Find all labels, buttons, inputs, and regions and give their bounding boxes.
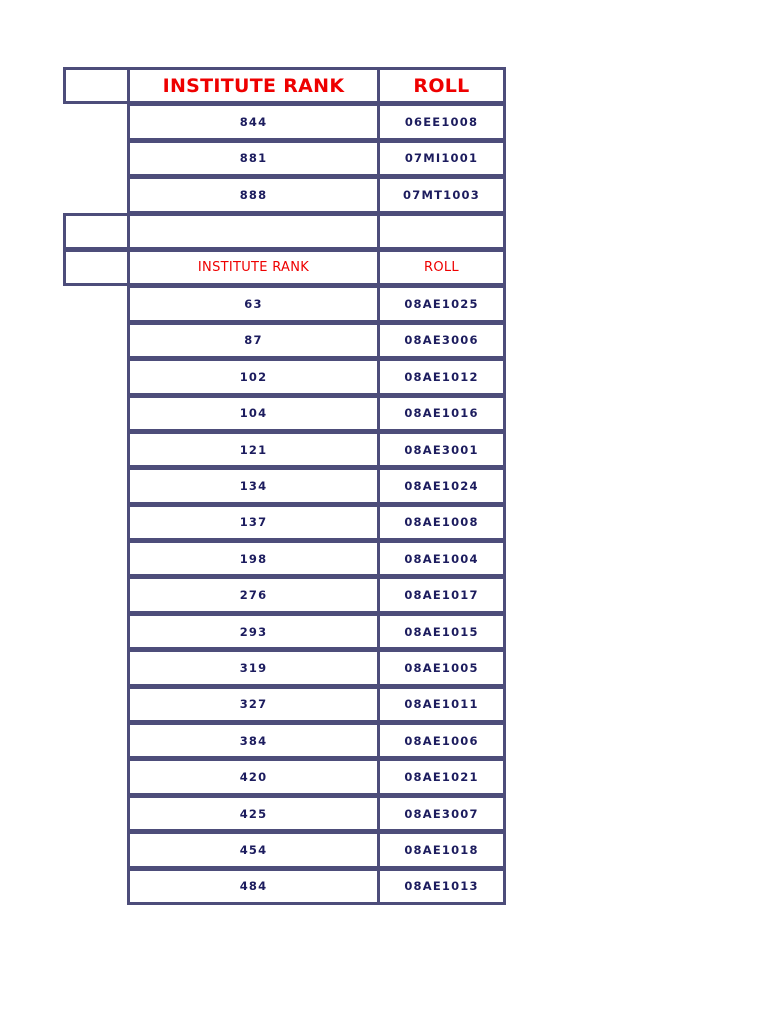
- rank-cell: [127, 831, 380, 868]
- roll-value: 08AE1011: [404, 697, 479, 712]
- roll-label: ROLL: [413, 74, 470, 97]
- roll-value: 08AE1012: [404, 369, 479, 384]
- roll-value: 08AE1025: [404, 297, 479, 312]
- rank-cell: [127, 140, 380, 177]
- roll-cell: [377, 176, 506, 213]
- rank-value: 425: [239, 806, 268, 821]
- roll-value: 06EE1008: [404, 115, 479, 130]
- rank-value: 319: [239, 660, 268, 675]
- roll-value: 08AE1021: [404, 770, 479, 785]
- roll-cell: [377, 358, 506, 395]
- rank-cell: [127, 540, 380, 577]
- column-header-roll: [377, 249, 506, 286]
- rank-value: 327: [239, 697, 268, 712]
- rank-cell: [127, 722, 380, 759]
- rank-cell: [127, 103, 380, 140]
- blank-cell: [127, 213, 380, 250]
- roll-value: 08AE3006: [404, 333, 479, 348]
- rank-cell: [127, 431, 380, 468]
- roll-cell: [377, 431, 506, 468]
- roll-value: 08AE3007: [404, 806, 479, 821]
- rank-value: 881: [239, 151, 268, 166]
- roll-label: ROLL: [424, 260, 459, 276]
- rank-cell: [127, 467, 380, 504]
- roll-cell: [377, 831, 506, 868]
- blank-cell: [63, 67, 130, 104]
- roll-cell: [377, 722, 506, 759]
- rank-cell: [127, 868, 380, 905]
- blank-cell: [63, 213, 130, 250]
- rank-value: 888: [239, 187, 268, 202]
- roll-value: 07MT1003: [403, 187, 480, 202]
- roll-cell: [377, 504, 506, 541]
- roll-value: 08AE1006: [404, 733, 479, 748]
- rank-cell: [127, 285, 380, 322]
- rank-cell: [127, 504, 380, 541]
- rank-value: 134: [239, 478, 268, 493]
- rank-value: 102: [239, 369, 268, 384]
- roll-cell: [377, 758, 506, 795]
- rank-value: 484: [239, 879, 268, 894]
- column-header-roll: [377, 67, 506, 104]
- rank-cell: [127, 649, 380, 686]
- institute-rank-label: INSTITUTE RANK: [162, 74, 345, 97]
- roll-cell: [377, 540, 506, 577]
- roll-cell: [377, 576, 506, 613]
- roll-cell: [377, 649, 506, 686]
- roll-value: 08AE1016: [404, 406, 479, 421]
- blank-cell: [377, 213, 506, 250]
- rank-value: 454: [239, 842, 268, 857]
- rank-value: 420: [239, 770, 268, 785]
- roll-value: 08AE1013: [404, 879, 479, 894]
- roll-cell: [377, 322, 506, 359]
- roll-cell: [377, 140, 506, 177]
- column-header-institute-rank: [127, 67, 380, 104]
- rank-value: 276: [239, 588, 268, 603]
- roll-value: 08AE1017: [404, 588, 479, 603]
- roll-value: 08AE3001: [404, 442, 479, 457]
- rank-value: 384: [239, 733, 268, 748]
- roll-cell: [377, 795, 506, 832]
- rank-cell: [127, 758, 380, 795]
- column-header-institute-rank: [127, 249, 380, 286]
- rank-value: 63: [244, 297, 263, 312]
- rank-value: 844: [239, 115, 268, 130]
- rank-cell: [127, 795, 380, 832]
- roll-value: 08AE1024: [404, 478, 479, 493]
- roll-cell: [377, 103, 506, 140]
- blank-cell: [63, 249, 130, 286]
- rank-cell: [127, 322, 380, 359]
- roll-value: 07MI1001: [404, 151, 479, 166]
- rank-cell: [127, 176, 380, 213]
- roll-cell: [377, 613, 506, 650]
- rank-cell: [127, 395, 380, 432]
- rank-value: 121: [239, 442, 268, 457]
- roll-cell: [377, 686, 506, 723]
- roll-value: 08AE1008: [404, 515, 479, 530]
- roll-value: 08AE1004: [404, 551, 479, 566]
- rank-value: 104: [239, 406, 268, 421]
- rank-cell: [127, 686, 380, 723]
- rank-cell: [127, 613, 380, 650]
- roll-cell: [377, 868, 506, 905]
- rank-cell: [127, 358, 380, 395]
- roll-cell: [377, 285, 506, 322]
- roll-value: 08AE1005: [404, 660, 479, 675]
- roll-cell: [377, 395, 506, 432]
- roll-value: 08AE1015: [404, 624, 479, 639]
- roll-value: 08AE1018: [404, 842, 479, 857]
- rank-value: 198: [239, 551, 268, 566]
- rank-value: 87: [244, 333, 263, 348]
- institute-rank-label: INSTITUTE RANK: [197, 260, 310, 276]
- roll-cell: [377, 467, 506, 504]
- rank-cell: [127, 576, 380, 613]
- rank-value: 137: [239, 515, 268, 530]
- rank-value: 293: [239, 624, 268, 639]
